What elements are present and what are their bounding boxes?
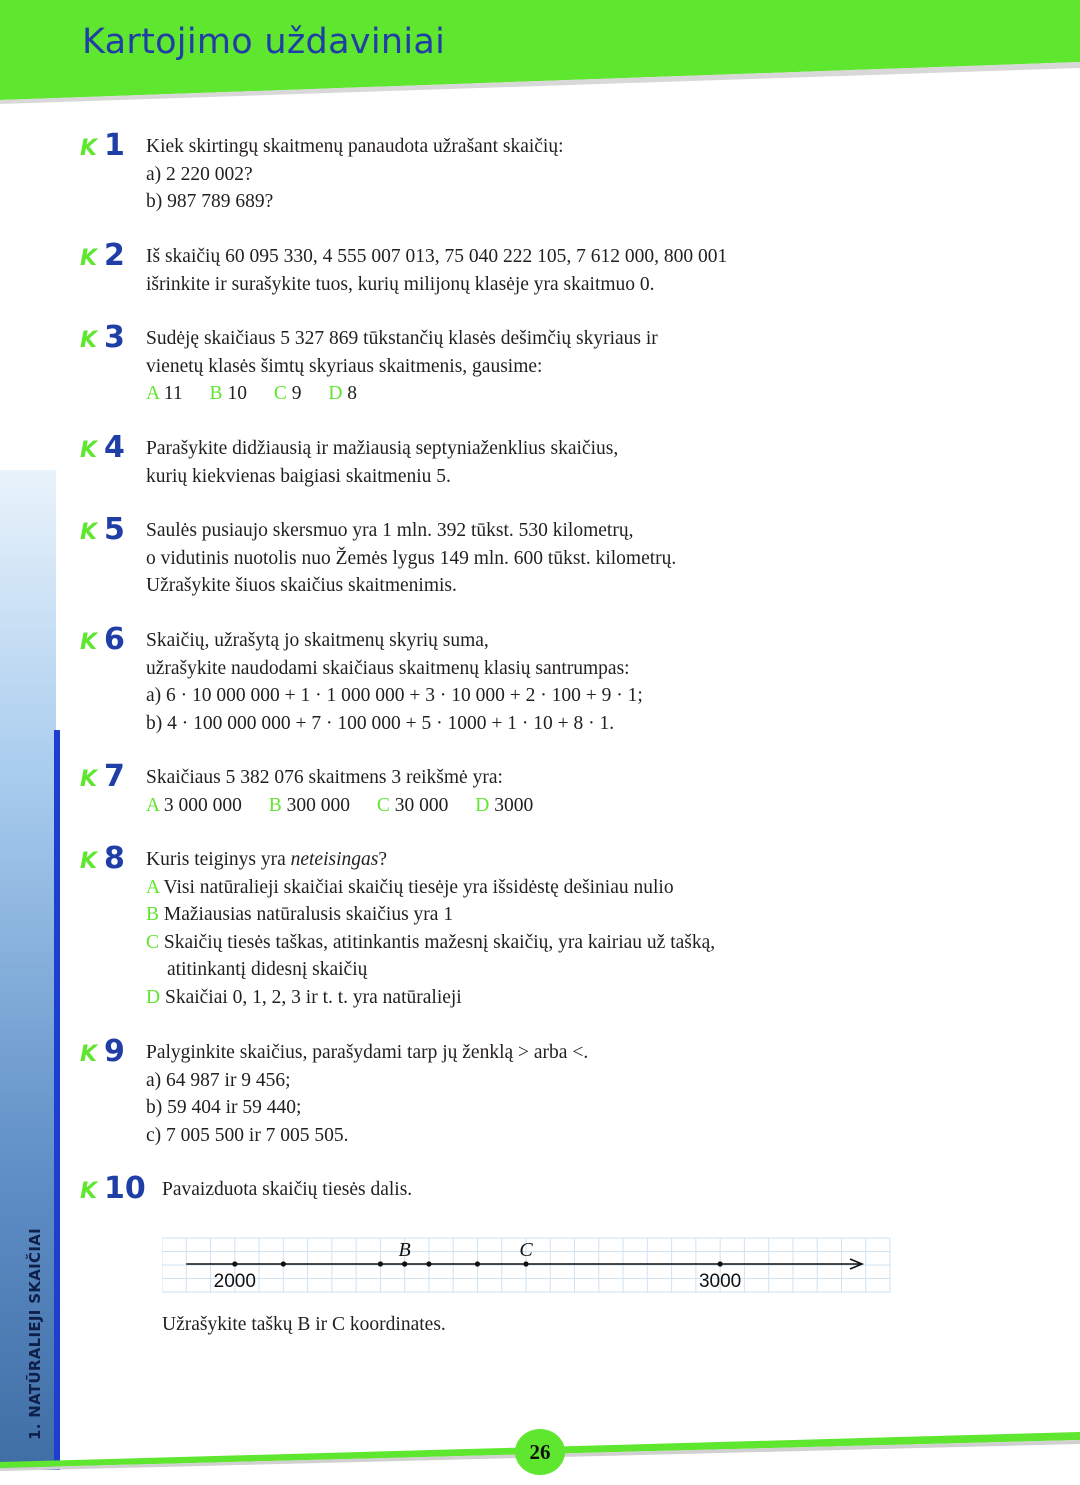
statement-d: D Skaičiai 0, 1, 2, 3 ir t. t. yra natūralieji	[146, 986, 462, 1008]
statement-a: A Visi natūralieji skaičiai skaičių tiesėje yra išsidėstę dešiniau nulio	[146, 876, 674, 898]
number-line	[162, 1237, 892, 1293]
point-c	[523, 1261, 528, 1266]
task-code-k5: K 5	[80, 512, 125, 547]
task-10-text: Pavaizduota skaičių tiesės dalis.	[162, 1179, 413, 1200]
point-label-c: C	[519, 1239, 533, 1261]
number-line-point	[232, 1261, 237, 1266]
number-line-point	[426, 1261, 431, 1266]
task-code-k3: K 3	[80, 320, 125, 355]
page-number: 26	[515, 1429, 565, 1475]
tick-label: 3000	[698, 1271, 742, 1292]
answer-options: A 11 B 10 C 9 D 8	[146, 383, 358, 404]
task-code-k1: K 1	[80, 128, 125, 163]
task-8-text: Kuris teiginys yra neteisingas? A Visi natūralieji skaičiai skaičių tiesėje yra išsidėstę dešiniau nulio B Mažiausias natūralusis skaičius yra 1 C Skaičių tiesės taškas, atitinkantis mažesnį skaičių, yra kairiau už tašką, atitinkantį didesnį skaičių D Skaičiai 0, 1, 2, 3 ir t. t. yra natūralieji	[146, 846, 866, 1011]
task-1-text: Kiek skirtingų skaitmenų panaudota užrašant skaičių: a) 2 220 002? b) 987 789 689?	[146, 136, 564, 212]
number-line-point	[281, 1261, 286, 1266]
page-title: Kartojimo uždaviniai	[82, 22, 446, 62]
number-line-point	[718, 1261, 723, 1266]
task-2-text: Iš skaičių 60 095 330, 4 555 007 013, 75 040 222 105, 7 612 000, 800 001 išrinkite ir surašykite tuos, kurių milijonų klasėje yra skaitmuo 0.	[146, 246, 728, 295]
task-code-k10: K 10	[80, 1171, 146, 1206]
task-6-text: Skaičių, užrašytą jo skaitmenų skyrių suma, užrašykite naudodami skaičiaus skaitmenų klasių santrumpas: a) 6 · 10 000 000 + 1 · 1 000 000 + 3 · 10 000 + 2 · 100 + 9 · 1; b) 4 · 100 000 000 + 7 · 100 000 + 5 · 1000 + 1 · 10 + 8 · 1.	[146, 630, 643, 734]
task-7-text: Skaičiaus 5 382 076 skaitmens 3 reikšmė yra: A 3 000 000 B 300 000 C 30 000 D 3000	[146, 764, 866, 819]
number-line-point	[378, 1261, 383, 1266]
tick-label: 2000	[213, 1271, 256, 1292]
task-4-text: Parašykite didžiausią ir mažiausią septyniaženklius skaičius, kurių kiekvienas baigiasi skaitmeniu 5.	[146, 438, 619, 487]
point-label-b: B	[398, 1239, 411, 1261]
task-code-k8: K 8	[80, 841, 125, 876]
task-code-k6: K 6	[80, 622, 125, 657]
task-9-text: Palyginkite skaičius, parašydami tarp jų ženklą > arba <. a) 64 987 ir 9 456; b) 59 404 ir 59 440; c) 7 005 500 ir 7 005 505.	[146, 1042, 589, 1146]
task-code-k7: K 7	[80, 759, 125, 794]
statement-b: B Mažiausias natūralusis skaičius yra 1	[146, 904, 454, 925]
statement-c: C Skaičių tiesės taškas, atitinkantis mažesnį skaičių, yra kairiau už tašką,	[146, 931, 716, 953]
point-b	[402, 1261, 407, 1266]
answer-options: A 3 000 000 B 300 000 C 30 000 D 3000	[146, 794, 534, 816]
number-line-point	[475, 1261, 480, 1266]
task-5-text: Saulės pusiaujo skersmuo yra 1 mln. 392 tūkst. 530 kilometrų, o vidutinis nuotolis nuo Žemės lygus 149 mln. 600 tūkst. kilometrų. Užrašykite šiuos skaičius skaitmenimis.	[146, 520, 677, 596]
task-code-k9: K 9	[80, 1034, 125, 1069]
task-code-k2: K 2	[80, 238, 125, 273]
chapter-label: 1. NATŪRALIEJI SKAIČIAI	[26, 1228, 44, 1440]
task-code-k4: K 4	[80, 430, 125, 465]
task-3-text: Sudėję skaičiaus 5 327 869 tūkstančių klasės dešimčių skyriaus ir vienetų klasės šimtų skyriaus skaitmenis, gausime: A 11 B 10 C 9 D 8	[146, 325, 866, 408]
task-10-instruction: Užrašykite taškų B ir C koordinates.	[162, 1314, 446, 1335]
